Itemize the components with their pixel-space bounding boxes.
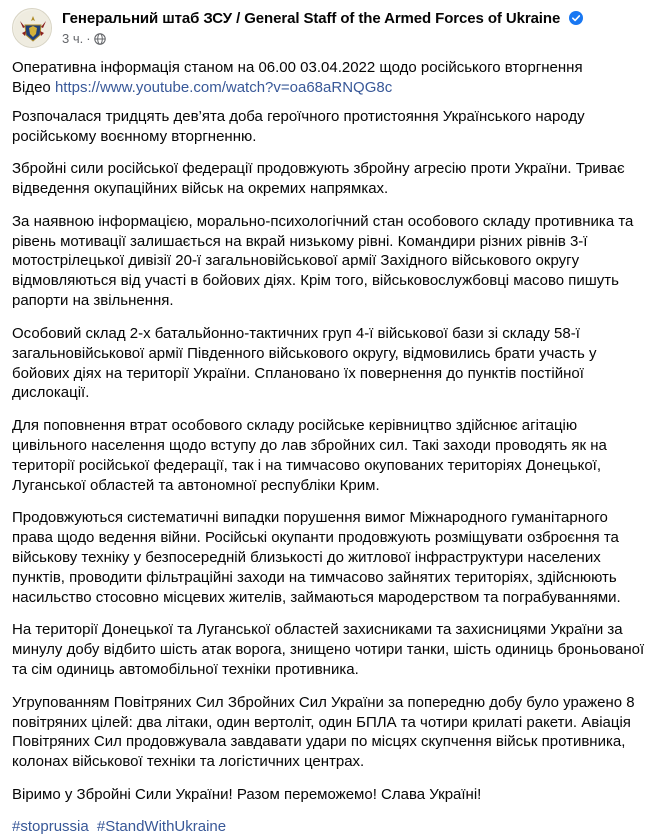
hashtags: [12, 817, 652, 837]
hashtag-stoprussia[interactable]: #stoprussia: [12, 818, 89, 836]
paragraph-air-force: Угрупованням Повітряних Сил Збройних Сил України за попередню добу було уражено 8 повітряних цілей: два літаки, один вертоліт, один БПЛА та чотири крилаті ракети. Авіація Повітряних Сил продовжувала завдавати удари по місцях скупчення військ противника, колонах військової техніки та логістичних центрах.: [12, 693, 635, 771]
post-header: [12, 8, 652, 52]
video-line: [12, 78, 652, 98]
video-label: Відео: [12, 78, 51, 96]
paragraph-day: Розпочалася тридцять дев’ята доба героїчного протистояння Українського народу російському воєнному вторгненню.: [12, 107, 585, 145]
paragraph-morale: За наявною інформацією, морально-психологічний стан особового складу противника та рівень мотивації залишається на вкрай низькому рівні. Командири різних рівнів 3-ї мотострілецької дивізії 20-ї загальновійськової армії Західного військового округу відмовляються від участі в бойових діях. Крім того, військовослужбовці масово пишуть рапорти на звільнення.: [12, 212, 634, 310]
post-meta: [62, 31, 106, 46]
avatar[interactable]: [12, 8, 52, 48]
post-timestamp[interactable]: 3 ч.: [62, 31, 84, 46]
verified-badge-icon: [569, 11, 583, 25]
video-link[interactable]: https://www.youtube.com/watch?v=oa68aRNQG8c: [54, 78, 393, 96]
hashtag-standwithukraine[interactable]: #StandWithUkraine: [96, 818, 227, 836]
meta-separator: ·: [86, 31, 91, 46]
post-body: [12, 58, 652, 837]
paragraph-donetsk-luhansk: На території Донецької та Луганської областей захисниками та захисницями України за минулу добу відбито шість атак ворога, знищено чотири танки, шість одиниць броньованої та сім одиниць автомобільної техніки противника.: [12, 621, 645, 679]
paragraph-recruitment: Для поповнення втрат особового складу російське керівництво здійснює агітацію цивільного населення щодо вступу до лав збройних сил. Такі заходи проводять як на території російської федерації, так і на тимчасово окупованих територіях Донецької, Луганської областей та автономної республіки Крим.: [12, 416, 607, 494]
globe-icon[interactable]: [94, 33, 106, 45]
paragraph-closing: Віримо у Збройні Сили України! Разом переможемо! Слава Україні!: [12, 785, 482, 803]
author-name[interactable]: Генеральний штаб ЗСУ / General Staff of the Armed Forces of Ukraine: [62, 10, 561, 27]
general-staff-emblem-icon: [13, 9, 52, 48]
intro-line: Оперативна інформація станом на 06.00 03.04.2022 щодо російського вторгнення: [12, 59, 583, 76]
post-intro: [12, 58, 652, 98]
paragraph-aggression: Збройні сили російської федерації продовжують збройну агресію проти України. Триває відведення окупаційних військ на окремих напрямках.: [12, 160, 625, 198]
paragraph-btg-refusal: Особовий склад 2-х батальйонно-тактичних груп 4-ї військової бази зі складу 58-ї загальновійськової армії Південного військового округу, відмовились брати участь у бойових діях на території України. Сплановано їх повернення до пунктів постійної дислокації.: [12, 324, 597, 402]
paragraph-violations: Продовжуються систематичні випадки порушення вимог Міжнародного гуманітарного права щодо ведення війни. Російські окупанти продовжують розміщувати озброєння та військову техніку у безпосередній близькості до житлової інфраструктури населених пунктів, проводити фільтраційні заходи на тимчасово зайнятих територіях, здійснюють насильство стосовно місцевих жителів, займаються мародерством та пограбуваннями.: [12, 509, 621, 606]
author-line: [62, 10, 583, 28]
